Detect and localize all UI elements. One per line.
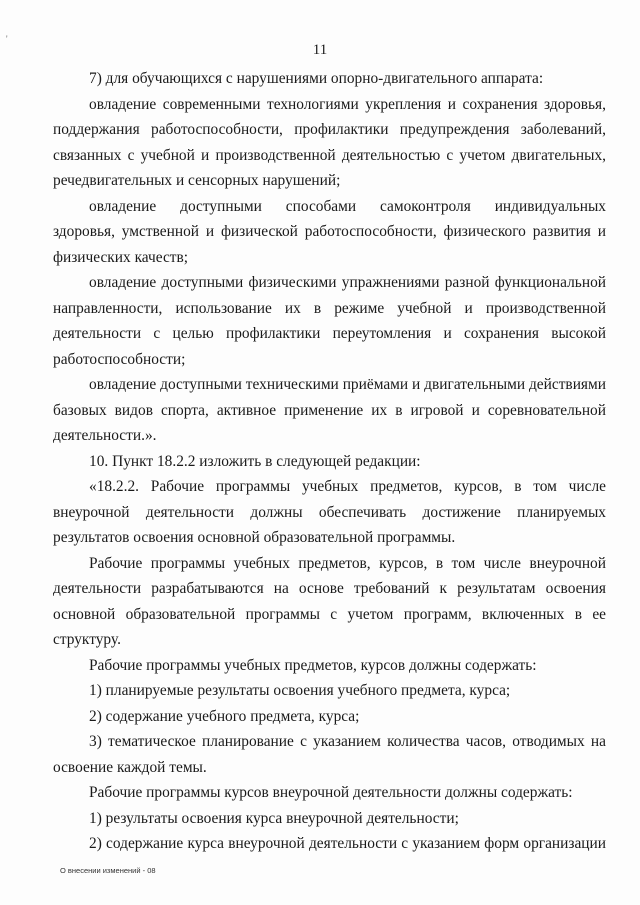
text-line: работоспособности; — [53, 350, 186, 368]
text-line: овладение доступными техническими приёмами и двигательными действиями — [89, 376, 606, 393]
text-line: деятельности разрабатываются на основе требований к результатам освоения — [53, 580, 606, 597]
text-line: 1) планируемые результаты освоения учебного предмета, курса; — [89, 682, 511, 699]
text-line: результатов освоения основной образовательной программы. — [53, 529, 456, 546]
text-line: Рабочие программы учебных предметов, курсов, в том числе внеурочной — [89, 554, 606, 572]
text-line: овладение доступными способами самоконтроля индивидуальных — [89, 197, 606, 215]
text-line: овладение современными технологиями укрепления и сохранения здоровья, — [89, 95, 606, 113]
text-line: основной образовательной программы с учетом программ, включенных в ее — [53, 605, 606, 623]
text-line: связанных с учебной и производственной деятельностью с учетом двигательных, — [53, 146, 606, 164]
text-line: 3) тематическое планирование с указанием количества часов, отводимых на — [89, 733, 606, 750]
text-line: 7) для обучающихся с нарушениями опорно-двигательного аппарата: — [89, 70, 544, 87]
text-line: 10. Пункт 18.2.2 изложить в следующей редакции: — [89, 452, 421, 470]
text-line: структуру. — [53, 631, 121, 648]
text-line: физических качеств; — [53, 248, 189, 266]
text-line: здоровья, умственной и физической работоспособности, физического развития и — [53, 223, 606, 240]
text-line: Рабочие программы курсов внеурочной деятельности должны содержать: — [89, 784, 573, 801]
text-line: «18.2.2. Рабочие программы учебных предметов, курсов, в том числе — [89, 478, 606, 495]
text-line: 1) результаты освоения курса внеурочной деятельности; — [89, 809, 459, 827]
text-line: овладение доступными физическими упражнениями разной функциональной — [89, 274, 606, 291]
text-line: деятельности.». — [53, 427, 157, 444]
text-line: внеурочной деятельности должны обеспечивать достижение планируемых — [53, 503, 606, 521]
text-line: деятельности с целью профилактики переутомления и сохранения высокой — [53, 325, 606, 342]
footer-document-label: О внесении изменений - 08 — [60, 866, 156, 875]
text-line: освоение каждой темы. — [53, 758, 207, 776]
text-line: базовых видов спорта, активное применение их в игровой и соревновательной — [53, 401, 606, 419]
text-line: 2) содержание учебного предмета, курса; — [89, 707, 360, 725]
text-line: 2) содержание курса внеурочной деятельности с указанием форм организации — [89, 835, 606, 852]
text-line: поддержания работоспособности, профилактики предупреждения заболеваний, — [53, 121, 606, 138]
text-line: Рабочие программы учебных предметов, курсов должны содержать: — [89, 656, 537, 674]
page-number: 11 — [312, 42, 328, 58]
text-line: направленности, использование их в режиме учебной и производственной — [53, 299, 606, 317]
text-line: речедвигательных и сенсорных нарушений; — [53, 172, 341, 189]
margin-mark: ' — [6, 34, 8, 44]
document-body — [53, 66, 606, 857]
